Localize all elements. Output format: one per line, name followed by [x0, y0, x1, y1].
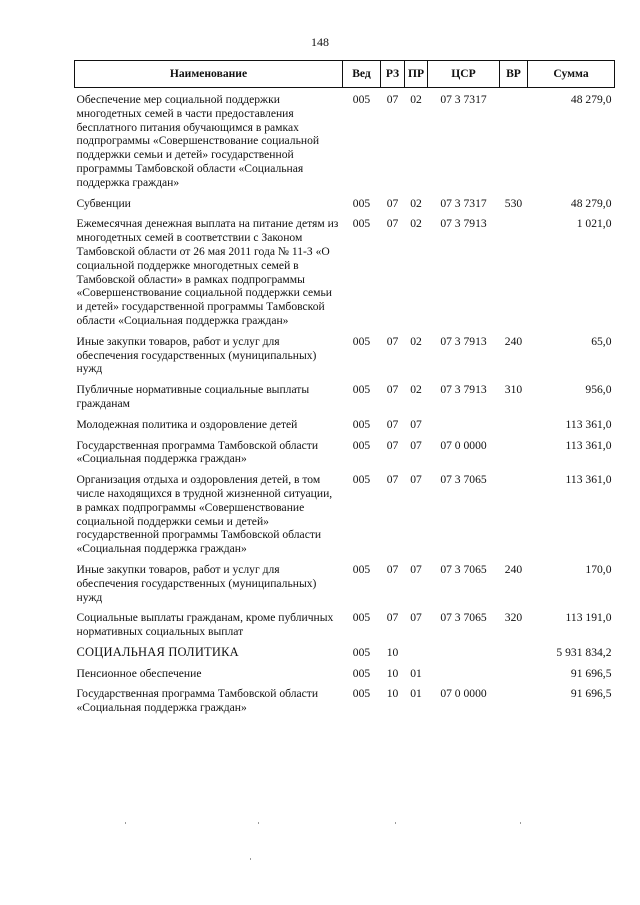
- cell-rz: 07: [386, 383, 399, 397]
- cell-vr: [500, 687, 528, 722]
- table-row: [75, 383, 615, 418]
- cell-sum: 1 021,0: [576, 217, 612, 231]
- cell-csr: 07 3 7913: [440, 383, 487, 397]
- header-name: Наименование: [75, 61, 343, 88]
- cell-pr: 07: [410, 611, 422, 625]
- cell-name: Социальные выплаты гражданам, кроме публичных нормативных социальных выплат: [76, 611, 334, 639]
- cell-pr: 02: [410, 93, 422, 106]
- cell-sum: 113 361,0: [565, 473, 612, 487]
- cell-csr: 07 3 7913: [440, 334, 487, 348]
- cell-pr: 07: [410, 562, 422, 576]
- cell-sum: 91 696,5: [570, 687, 612, 701]
- cell-vr: [500, 646, 528, 667]
- cell-vr: 320: [504, 611, 523, 625]
- cell-ved: 005: [352, 93, 371, 106]
- page-number: 148: [311, 35, 329, 49]
- cell-csr: [428, 646, 500, 667]
- cell-vr: [500, 418, 528, 439]
- scan-specks: [0, 822, 640, 862]
- cell-name: Субвенции: [76, 196, 131, 210]
- cell-rz: 07: [386, 196, 399, 210]
- cell-name: Молодежная политика и оздоровление детей: [76, 417, 298, 431]
- cell-pr: 07: [410, 473, 422, 487]
- cell-sum: 48 279,0: [570, 196, 612, 210]
- cell-pr: 01: [410, 666, 422, 680]
- cell-sum: 91 696,5: [570, 666, 612, 680]
- table-row: [75, 473, 615, 563]
- cell-name: Ежемесячная денежная выплата на питание детям из многодетных семей в соответствии с Законом Тамбовской области от 26 мая 2011 года № 11-З «О социальной поддержке многодетных семей в Тамбовской области» в рамках подпрограммы «Совершенствование социальной поддержки семьи и детей» государственной программы Тамбовской области «Социальная поддержка граждан»: [76, 217, 339, 327]
- cell-vr: [500, 667, 528, 688]
- cell-name: Пенсионное обеспечение: [76, 666, 202, 680]
- cell-pr: 02: [410, 196, 422, 210]
- header-ved: Вед: [343, 61, 381, 88]
- header-sum: Сумма: [528, 61, 615, 88]
- header-csr: ЦСР: [428, 61, 500, 88]
- cell-name: Иные закупки товаров, работ и услуг для обеспечения государственных (муниципальных) нужд: [76, 334, 317, 376]
- cell-name: Публичные нормативные социальные выплаты гражданам: [76, 383, 310, 410]
- section-title: СОЦИАЛЬНАЯ ПОЛИТИКА: [76, 644, 239, 659]
- cell-pr: 02: [410, 383, 422, 397]
- cell-pr: 01: [410, 687, 422, 701]
- cell-rz: 10: [386, 666, 399, 680]
- cell-name: Обеспечение мер социальной поддержки многодетных семей в части предоставления бесплатного питания обучающимся в рамках подпрограммы «Совершенствование социальной поддержки семьи и детей» государственной программы Тамбовской области «Социальная поддержка граждан»: [76, 93, 320, 189]
- cell-rz: 10: [386, 687, 399, 701]
- table-row: [75, 667, 615, 688]
- table-row: [75, 687, 615, 722]
- table-row: [75, 611, 615, 646]
- header-vr: ВР: [500, 61, 528, 88]
- cell-sum: 956,0: [585, 383, 612, 397]
- cell-ved: 005: [352, 562, 371, 576]
- scan-speck: [250, 858, 251, 860]
- cell-rz: 07: [386, 611, 399, 625]
- cell-pr: [405, 646, 428, 667]
- table-row: [75, 217, 615, 334]
- scan-speck: [395, 822, 396, 824]
- cell-name: Государственная программа Тамбовской области «Социальная поддержка граждан»: [76, 687, 319, 715]
- cell-sum: 113 361,0: [565, 438, 612, 452]
- cell-csr: 07 3 7913: [440, 217, 487, 231]
- cell-pr: 07: [410, 417, 422, 431]
- cell-ved: 005: [352, 334, 371, 348]
- cell-vr: [500, 473, 528, 563]
- cell-rz: 10: [386, 645, 399, 659]
- cell-rz: 07: [386, 417, 399, 431]
- budget-table: [74, 60, 615, 722]
- cell-ved: 005: [352, 687, 371, 701]
- cell-ved: 005: [352, 645, 371, 659]
- cell-ved: 005: [352, 666, 371, 680]
- cell-ved: 005: [352, 473, 371, 487]
- cell-sum: 170,0: [585, 562, 612, 576]
- cell-ved: 005: [352, 217, 371, 231]
- cell-name: Иные закупки товаров, работ и услуг для обеспечения государственных (муниципальных) нужд: [76, 562, 317, 604]
- cell-vr: 240: [504, 334, 523, 348]
- cell-pr: 02: [410, 334, 422, 348]
- cell-csr: 07 0 0000: [440, 438, 487, 452]
- table-row: [75, 563, 615, 611]
- cell-pr: 07: [410, 438, 422, 452]
- cell-pr: 02: [410, 217, 422, 231]
- table-body: [75, 88, 615, 723]
- cell-vr: [500, 88, 528, 197]
- cell-name: [75, 646, 343, 667]
- cell-csr: [428, 667, 500, 688]
- cell-csr: [428, 418, 500, 439]
- cell-sum: 48 279,0: [570, 93, 612, 106]
- header-pr: ПР: [405, 61, 428, 88]
- cell-ved: 005: [352, 611, 371, 625]
- table-header-row: [75, 61, 615, 88]
- cell-vr: 310: [504, 383, 523, 397]
- cell-rz: 07: [386, 334, 399, 348]
- scan-speck: [125, 822, 126, 824]
- scan-speck: [258, 822, 259, 824]
- cell-vr: 530: [504, 196, 523, 210]
- cell-rz: 07: [386, 93, 399, 106]
- cell-name: Организация отдыха и оздоровления детей, в том числе находящихся в трудной жизненной ситуации, в рамках подпрограммы «Совершенствование социальной поддержки семьи и детей» государственной программы Тамбовской области «Социальная поддержка граждан»: [76, 473, 333, 556]
- cell-rz: 07: [386, 562, 399, 576]
- cell-name: Государственная программа Тамбовской области «Социальная поддержка граждан»: [76, 438, 319, 466]
- table-row: [75, 646, 615, 667]
- cell-ved: 005: [352, 417, 371, 431]
- cell-rz: 07: [386, 217, 399, 231]
- table-row: [75, 335, 615, 383]
- cell-vr: [500, 217, 528, 334]
- table-row: [75, 197, 615, 218]
- cell-sum: 113 361,0: [565, 417, 612, 431]
- cell-csr: 07 3 7317: [440, 93, 487, 106]
- cell-ved: 005: [352, 383, 371, 397]
- cell-csr: 07 3 7317: [440, 196, 487, 210]
- cell-ved: 005: [352, 438, 371, 452]
- cell-sum: 65,0: [591, 334, 612, 348]
- cell-vr: [500, 439, 528, 474]
- cell-rz: 07: [386, 473, 399, 487]
- table-row: [75, 418, 615, 439]
- table-row: [75, 88, 615, 197]
- cell-sum: 113 191,0: [565, 611, 612, 625]
- cell-csr: 07 3 7065: [440, 473, 487, 487]
- table-row: [75, 439, 615, 474]
- cell-sum: 5 931 834,2: [556, 645, 612, 659]
- cell-vr: 240: [504, 562, 523, 576]
- cell-csr: 07 0 0000: [440, 687, 487, 701]
- scan-speck: [520, 822, 521, 824]
- header-rz: РЗ: [381, 61, 405, 88]
- cell-csr: 07 3 7065: [440, 611, 487, 625]
- cell-rz: 07: [386, 438, 399, 452]
- cell-csr: 07 3 7065: [440, 562, 487, 576]
- cell-ved: 005: [352, 196, 371, 210]
